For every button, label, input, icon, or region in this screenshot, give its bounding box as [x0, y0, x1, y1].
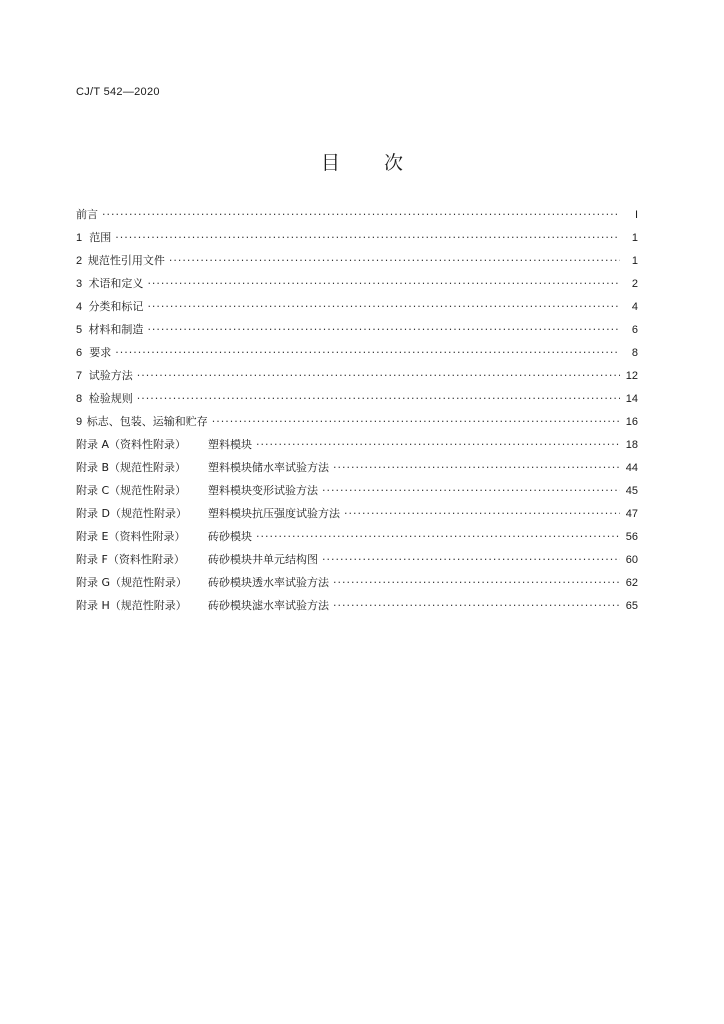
toc-entry-number: 4 [76, 301, 83, 313]
toc-appendix-title: 砖砂模块透水率试验方法 [208, 576, 329, 589]
toc-entry-title: 试验方法 [88, 369, 133, 382]
toc-entry-page: 4 [631, 301, 638, 313]
toc-entry-page: 1 [631, 255, 638, 267]
toc-appendix-g[interactable] [76, 574, 638, 597]
toc-appendix-h[interactable] [76, 597, 638, 620]
toc-appendix-label: 附录 E（资料性附录） [76, 530, 186, 543]
toc-entry-page: 16 [625, 416, 638, 428]
toc-entry-number: 6 [76, 347, 83, 359]
toc-appendix-label: 附录 G（规范性附录） [76, 576, 188, 589]
toc-appendix-title: 塑料模块储水率试验方法 [208, 461, 329, 474]
dot-leader [147, 323, 620, 336]
toc-entry-1[interactable] [76, 229, 638, 252]
dot-leader [169, 254, 620, 267]
toc-entry-page: 45 [625, 485, 638, 497]
toc-entry-title: 要求 [89, 346, 112, 359]
toc-title: 目 次 [320, 152, 404, 174]
toc-appendix-label: 附录 A（资料性附录） [76, 438, 187, 451]
toc-appendix-e[interactable] [76, 528, 638, 551]
toc-entry-number: 1 [76, 232, 83, 244]
dot-leader [322, 484, 620, 497]
dot-leader [344, 507, 620, 520]
toc-appendix-a[interactable] [76, 436, 638, 459]
toc-entry-page: 65 [625, 600, 638, 612]
standard-code: CJ/T 542—2020 [76, 86, 160, 98]
toc-entry-title: 术语和定义 [88, 277, 144, 290]
toc-entry-7[interactable] [76, 367, 638, 390]
dot-leader [212, 415, 620, 428]
toc-entry-4[interactable] [76, 298, 638, 321]
dot-leader [147, 300, 620, 313]
toc-entry-title: 材料和制造 [88, 323, 144, 336]
toc-entry-9[interactable] [76, 413, 638, 436]
dot-leader [102, 208, 620, 221]
toc-entry-title: 范围 [89, 231, 112, 244]
dot-leader [115, 231, 620, 244]
toc-appendix-title: 砖砂模块井单元结构图 [208, 553, 318, 566]
toc-entry-title: 标志、包装、运输和贮存 [86, 415, 208, 428]
toc-entry-page: 56 [625, 531, 638, 543]
dot-leader [137, 392, 620, 405]
toc-appendix-label: 附录 H（规范性附录） [76, 599, 187, 612]
dot-leader [256, 530, 620, 543]
toc-entry-number: 7 [76, 370, 83, 382]
toc-entry-page: 62 [625, 577, 638, 589]
toc-entry-page: 18 [625, 439, 638, 451]
toc-entry-title: 分类和标记 [88, 300, 144, 313]
toc-entry-page: I [634, 209, 638, 221]
toc-entry-page: 14 [625, 393, 638, 405]
toc-appendix-title: 塑料模块 [208, 438, 252, 451]
toc-entry-2[interactable] [76, 252, 638, 275]
toc-appendix-c[interactable] [76, 482, 638, 505]
toc-entry-foreword[interactable] [76, 206, 638, 229]
table-of-contents [76, 206, 638, 620]
dot-leader [256, 438, 620, 451]
toc-entry-title: 规范性引用文件 [87, 254, 165, 267]
toc-appendix-title: 塑料模块变形试验方法 [208, 484, 318, 497]
dot-leader [333, 461, 620, 474]
dot-leader [115, 346, 620, 359]
toc-entry-page: 8 [631, 347, 638, 359]
toc-appendix-title: 砖砂模块滤水率试验方法 [208, 599, 329, 612]
toc-entry-number: 5 [76, 324, 83, 336]
toc-entry-6[interactable] [76, 344, 638, 367]
toc-appendix-title: 塑料模块抗压强度试验方法 [208, 507, 340, 520]
toc-entry-8[interactable] [76, 390, 638, 413]
toc-entry-5[interactable] [76, 321, 638, 344]
toc-entry-page: 47 [625, 508, 638, 520]
dot-leader [333, 576, 620, 589]
toc-appendix-f[interactable] [76, 551, 638, 574]
toc-entry-title: 检验规则 [88, 392, 133, 405]
toc-entry-number: 9 [76, 416, 83, 428]
toc-entry-3[interactable] [76, 275, 638, 298]
toc-appendix-label: 附录 F（资料性附录） [76, 553, 185, 566]
toc-appendix-d[interactable] [76, 505, 638, 528]
toc-entry-number: 2 [76, 255, 83, 267]
toc-entry-page: 60 [625, 554, 638, 566]
dot-leader [322, 553, 620, 566]
dot-leader [137, 369, 620, 382]
toc-appendix-b[interactable] [76, 459, 638, 482]
toc-appendix-label: 附录 B（规范性附录） [76, 461, 187, 474]
toc-entry-page: 6 [631, 324, 638, 336]
toc-entry-page: 44 [625, 462, 638, 474]
dot-leader [147, 277, 620, 290]
toc-appendix-label: 附录 D（规范性附录） [76, 507, 187, 520]
dot-leader [333, 599, 620, 612]
toc-appendix-label: 附录 C（规范性附录） [76, 484, 187, 497]
toc-entry-number: 3 [76, 278, 83, 290]
toc-entry-number: 8 [76, 393, 83, 405]
toc-appendix-title: 砖砂模块 [208, 530, 252, 543]
toc-entry-title: 前言 [76, 208, 98, 221]
toc-entry-page: 2 [631, 278, 638, 290]
toc-entry-page: 1 [631, 232, 638, 244]
toc-entry-page: 12 [625, 370, 638, 382]
